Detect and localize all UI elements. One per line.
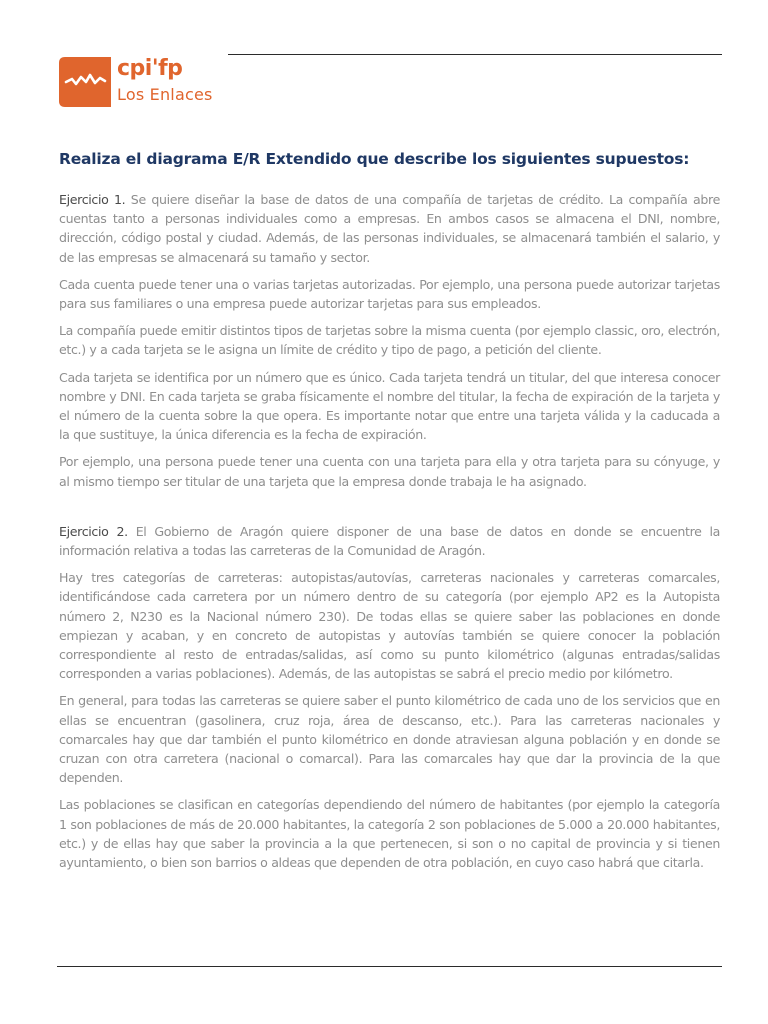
exercise-1-paragraph-5: Por ejemplo, una persona puede tener una cuenta con una tarjeta para ella y otra tarjeta para su cónyuge, y al mismo tiempo ser titular de una tarjeta que la empresa donde trabaja le ha asignado. bbox=[59, 454, 720, 489]
exercise-1-intro-text: Se quiere diseñar la base de datos de una compañía de tarjetas de crédito. La compañía abre cuentas tanto a personas individuales como a empresas. En ambos casos se almacena el DNI, nombre, dirección, código postal y ciudad. Además, de las personas individuales, se almacenará también el salario, y de las empresas se almacenará su tamaño y sector. bbox=[59, 192, 720, 265]
exercise-2-intro bbox=[59, 522, 720, 560]
header-rule bbox=[228, 54, 722, 55]
exercise-1-paragraph-4: Cada tarjeta se identifica por un número que es único. Cada tarjeta tendrá un titular, del que interesa conocer nombre y DNI. En cada tarjeta se graba físicamente el nombre del titular, la fecha de expiración de la tarjeta y el número de la cuenta sobre la que opera. Es importante notar que entre una tarjeta válida y la caducada a la que sustituye, la única diferencia es la fecha de expiración. bbox=[59, 369, 720, 443]
exercise-2-paragraph-3: En general, para todas las carreteras se quiere saber el punto kilométrico de cada uno de los servicios que en ellas se encuentran (gasolinera, cruz roja, área de descanso, etc.). Para las carreteras nacionales y comarcales hay que dar también el punto kilométrico en donde atraviesan alguna población y en donde se cruzan con otra carretera (nacional o comarcal). Para las comarcales hay que dar la provincia de la que dependen. bbox=[59, 693, 720, 786]
exercise-2-intro-text: El Gobierno de Aragón quiere disponer de una base de datos en donde se encuentre la información relativa a todas las carreteras de la Comunidad de Aragón. bbox=[59, 523, 720, 559]
logo bbox=[59, 56, 229, 108]
logo-brand: cpi'fp bbox=[117, 56, 183, 81]
exercise-2-paragraph-4: Las poblaciones se clasifican en categorías dependiendo del número de habitantes (por ejemplo la categoría 1 son poblaciones de más de 20.000 habitantes, la categoría 2 son poblaciones de 5.000 a 20.000 habitantes, etc.) y de ellas hay que saber la provincia a la que pertenecen, si son o no capital de provincia y si tienen ayuntamiento, o bien son barrios o aldeas que dependen de otra población, en cuyo caso habrá que citarla. bbox=[59, 797, 720, 871]
document-body bbox=[59, 190, 720, 880]
exercise-1-paragraph-2: Cada cuenta puede tener una o varias tarjetas autorizadas. Por ejemplo, una persona puede autorizar tarjetas para sus familiares o una empresa puede autorizar tarjetas para sus empleados. bbox=[59, 276, 720, 312]
exercise-2-label: Ejercicio 2. bbox=[59, 523, 128, 539]
exercise-1-paragraph-3: La compañía puede emitir distintos tipos de tarjetas sobre la misma cuenta (por ejemplo classic, oro, electrón, etc.) y a cada tarjeta se le asigna un límite de crédito y tipo de pago, a petición del cliente. bbox=[59, 323, 720, 358]
logo-subtitle: Los Enlaces bbox=[117, 85, 213, 104]
exercise-2-paragraph-2: Hay tres categorías de carreteras: autopistas/autovías, carreteras nacionales y carreteras comarcales, identificándose cada carretera por un número dentro de su categoría (por ejemplo AP2 es la Autopista número 2, N230 es la Nacional número 230). De todas ellas se quiere saber las poblaciones en donde empiezan y acaban, y en concreto de autopistas y autovías también se quiere conocer la población correspondiente al resto de entradas/salidas, así como su punto kilométrico (algunas entradas/salidas corresponden a varias poblaciones). Además, de las autopistas se sabrá el precio medio por kilómetro. bbox=[59, 570, 720, 682]
logo-mark-icon bbox=[59, 57, 111, 107]
section-gap bbox=[59, 499, 720, 522]
footer-rule bbox=[57, 966, 722, 967]
page-title: Realiza el diagrama E/R Extendido que describe los siguientes supuestos: bbox=[59, 150, 690, 168]
exercise-1-label: Ejercicio 1. bbox=[59, 192, 126, 207]
exercise-1-intro bbox=[59, 190, 720, 267]
